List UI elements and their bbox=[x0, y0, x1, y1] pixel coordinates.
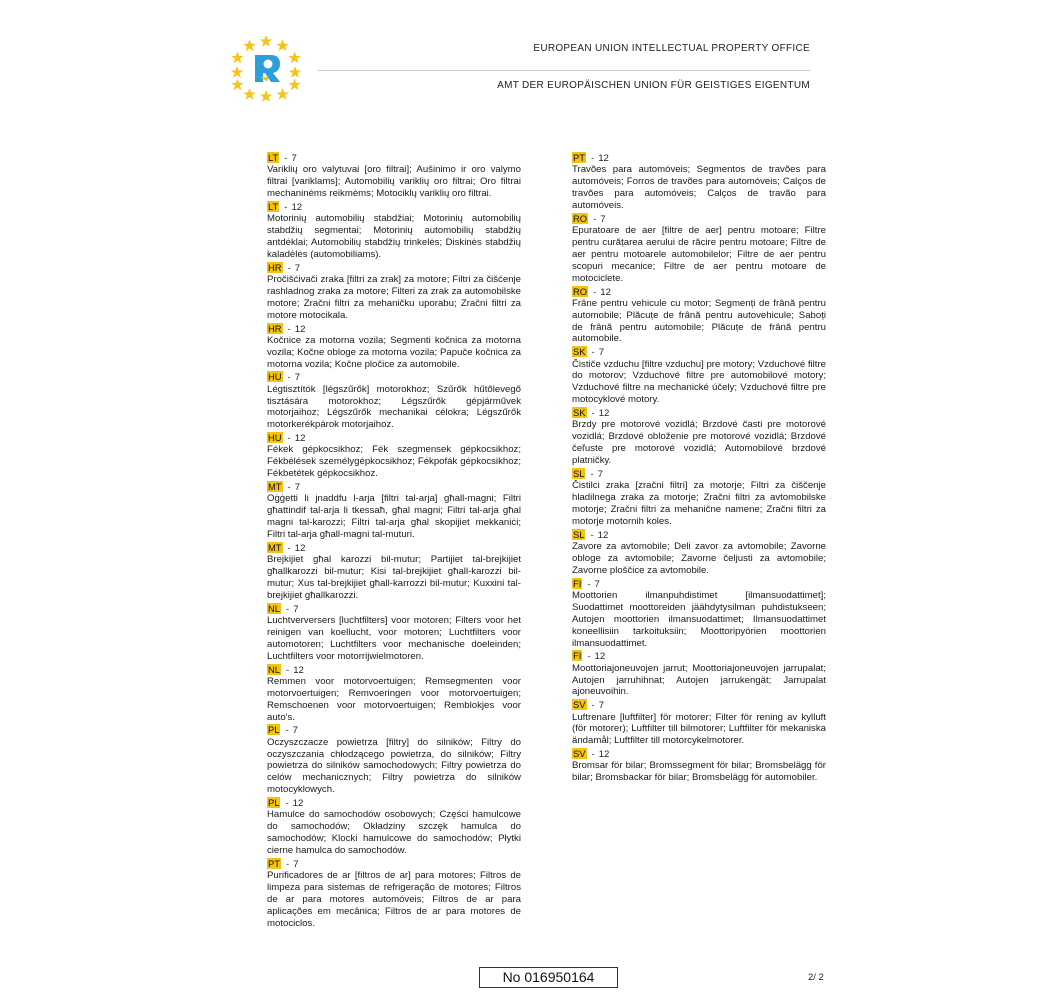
separator: - bbox=[287, 482, 291, 494]
separator: - bbox=[287, 262, 291, 274]
nice-class-number: 7 bbox=[594, 578, 600, 590]
language-code-tag: NL bbox=[268, 663, 280, 675]
goods-description: Zavore za avtomobile; Deli zavor za avtomobile; Zavorne obloge za avtomobile; Zavorne čeljusti za avtomobile; Zavorne ploščice za avtomobile. bbox=[572, 540, 826, 576]
goods-description: Epuratoare de aer [filtre de aer] pentru motoare; Filtre pentru curățarea aerului de răcire pentru motoare; Filtre de aer pentru motoarele automobilelor; Filtre de aer pentru scopuri mecanice; Filtre de aer pentru motoare de motociclete. bbox=[572, 225, 826, 284]
language-code-tag: HU bbox=[268, 371, 282, 383]
goods-description: Pročišćivači zraka [filtri za zrak] za motore; Filtri za čišćenje rashladnog zraka za motore; Filteri za zrak za automobilske motore; Zračni filtri za mehaničku uporabu; Zračni filtri za motore motocikala. bbox=[267, 273, 521, 321]
goods-entry bbox=[267, 152, 521, 200]
goods-description: Kočnice za motorna vozila; Segmenti kočnica za motorna vozila; Kočne obloge za motorna vozila; Papuče kočnica za motorna vozila; Kočne pločice za automobile. bbox=[267, 334, 521, 370]
nice-class-number: 7 bbox=[598, 700, 605, 712]
separator: - bbox=[591, 347, 595, 359]
nice-class-number: 12 bbox=[294, 542, 306, 554]
separator: - bbox=[591, 408, 595, 420]
language-class-line bbox=[572, 468, 826, 480]
goods-entry bbox=[572, 699, 826, 747]
language-class-line bbox=[572, 286, 826, 298]
goods-entry bbox=[572, 152, 826, 212]
office-name-german: AMT DER EUROPÄISCHEN UNION FÜR GEISTIGES EIGENTUM bbox=[497, 80, 810, 91]
goods-description: Fékek gépkocsikhoz; Fék szegmensek gépkocsikhoz; Fékbélések személygépkocsikhoz; Fékpofák gépkocsikhoz; Fékbetétek gépkocsikhoz. bbox=[267, 444, 521, 480]
nice-class-number: 7 bbox=[600, 213, 606, 225]
language-code-tag: SK bbox=[573, 407, 586, 419]
language-code-tag: NL bbox=[268, 602, 280, 614]
goods-entry bbox=[572, 468, 826, 528]
language-class-line bbox=[267, 481, 521, 493]
language-code-tag: FI bbox=[573, 577, 582, 589]
goods-entry bbox=[267, 481, 521, 541]
separator: - bbox=[285, 664, 290, 676]
goods-description: Purificadores de ar [filtros de ar] para motores; Filtros de limpeza para sistemas de refrigeração de motores; Filtros de ar para motores automóveis; Filtros de ar para aplicações em mecânica; Filtros de ar para motores de motociclos. bbox=[267, 870, 521, 929]
goods-entry bbox=[572, 407, 826, 467]
language-code-tag: PT bbox=[268, 857, 280, 869]
language-class-line bbox=[267, 797, 521, 809]
nice-class-number: 12 bbox=[598, 153, 609, 164]
goods-description: Variklių oro valytuvai [oro filtrai]; Aušinimo ir oro valymo filtrai [variklams]; Automobilių variklių oro filtrai; Oro filtrai mechaninėms reikmėms; Motociklų variklių oro filtrai. bbox=[267, 164, 521, 199]
language-class-line bbox=[572, 407, 826, 419]
separator: - bbox=[591, 700, 595, 712]
goods-entry bbox=[572, 748, 826, 784]
nice-class-number: 12 bbox=[293, 664, 304, 676]
language-code-tag: SV bbox=[573, 748, 586, 760]
goods-list-left-column bbox=[267, 152, 521, 931]
language-code-tag: RO bbox=[573, 212, 588, 224]
nice-class-number: 7 bbox=[294, 372, 301, 384]
separator: - bbox=[287, 323, 291, 335]
language-class-line bbox=[267, 664, 521, 676]
goods-description: Hamulce do samochodów osobowych; Części hamulcowe do samochodów; Okładziny szczęk hamulca do samochodów; Klocki hamulcowe do samochodów; Płytki cierne hamulca do samochodów. bbox=[267, 809, 521, 857]
language-class-line bbox=[267, 323, 521, 335]
goods-entry bbox=[267, 371, 521, 431]
language-code-tag: PL bbox=[268, 797, 280, 809]
goods-entry bbox=[572, 529, 826, 577]
separator: - bbox=[284, 153, 288, 164]
separator: - bbox=[591, 749, 595, 761]
language-code-tag: SL bbox=[573, 467, 585, 479]
separator: - bbox=[287, 542, 291, 554]
goods-description: Légtisztítók [légszűrők] motorokhoz; Szűrők hűtőlevegő tisztására motorokhoz; Légszűrők gépjárművek motorjaihoz; Légszűrők mechanikai célokra; Légszűrők motorkerékpárok motorjaihoz. bbox=[267, 383, 521, 431]
nice-class-number: 12 bbox=[600, 286, 611, 298]
language-code-tag: SL bbox=[573, 528, 585, 540]
language-class-line bbox=[572, 699, 826, 711]
language-code-tag: HU bbox=[268, 432, 282, 444]
goods-entry bbox=[267, 603, 521, 663]
separator: - bbox=[285, 725, 289, 737]
language-code-tag: PT bbox=[573, 152, 585, 163]
separator: - bbox=[284, 201, 288, 213]
goods-entry bbox=[267, 542, 521, 602]
nice-class-number: 12 bbox=[294, 323, 306, 335]
language-code-tag: PL bbox=[268, 724, 280, 736]
nice-class-number: 7 bbox=[293, 858, 299, 870]
language-class-line bbox=[572, 529, 826, 541]
language-class-line bbox=[572, 578, 826, 590]
goods-description: Brejkijiet għal karozzi bil-mutur; Partijiet tal-brejkijiet għallkarozzi bil-mutur; Kisi tal-brejkijiet għall-karozzi bil-mutur; Xus tal-brejkijiet għall-karrozzi bil-mutur; Kuxxini tal-brejkijiet għallkarozzi. bbox=[267, 554, 521, 601]
language-code-tag: SV bbox=[573, 699, 586, 711]
goods-description: Luchtverversers [luchtfilters] voor motoren; Filters voor het reinigen van koellucht, voor motoren; Luchtfilters voor automotoren; Luchtfilters voor mechanische doeleinden; Luchtfilters voor motorrijwielmotoren. bbox=[267, 614, 521, 662]
goods-entry bbox=[267, 201, 521, 261]
language-class-line bbox=[267, 152, 521, 164]
nice-class-number: 7 bbox=[294, 482, 301, 494]
goods-description: Bromsar för bilar; Bromssegment för bilar; Bromsbelägg för bilar; Bromsbackar för bilar; Bromsbelägg för automobiler. bbox=[572, 760, 826, 784]
language-class-line bbox=[267, 542, 521, 554]
separator: - bbox=[593, 213, 597, 225]
language-code-tag: MT bbox=[268, 481, 282, 493]
nice-class-number: 12 bbox=[597, 529, 609, 541]
nice-class-number: 12 bbox=[292, 798, 304, 810]
language-class-line bbox=[572, 152, 826, 164]
goods-description: Luftrenare [luftfilter] för motorer; Filter för rening av kylluft (för motorer); Luftfilter till bilmotorer; Luftfilter för mekaniska ändamål; Luftfilter till motorcykelmotorer. bbox=[572, 711, 826, 747]
nice-class-number: 12 bbox=[598, 408, 610, 420]
language-class-line bbox=[572, 213, 826, 225]
nice-class-number: 12 bbox=[594, 651, 606, 663]
header-divider bbox=[318, 70, 810, 71]
goods-description: Čističe vzduchu [filtre vzduchu] pre motory; Vzduchové filtre do motorov; Vzduchové filtre pre automobilové motory; Vzduchové filtre na mechanické účely; Vzduchové filtre pre motocyklové motory. bbox=[572, 358, 826, 406]
language-code-tag: LT bbox=[268, 152, 279, 163]
goods-description: Frâne pentru vehicule cu motor; Segmenți de frână pentru automobile; Plăcuțe de frână pentru autovehicule; Saboți de frână pentru automobile; Plăcuțe de frână pentru automobile. bbox=[572, 297, 826, 345]
goods-entry bbox=[267, 858, 521, 930]
separator: - bbox=[287, 372, 291, 384]
language-code-tag: FI bbox=[573, 650, 582, 662]
goods-entry bbox=[267, 432, 521, 480]
page-indicator: 2/ 2 bbox=[808, 972, 824, 983]
goods-entry bbox=[267, 323, 521, 371]
separator: - bbox=[287, 433, 291, 445]
goods-description: Oġġetti li jnaddfu l-arja [filtri tal-arja] għall-magni; Filtri għattindif tal-arja li tkessaħ, għal magni; Filtri tal-arja għal magni tal-karozzi; Filtri tal-arja għal skopijiet mekkaniċi; Filtri tal-arja għall-magni tal-muturi. bbox=[267, 493, 521, 541]
separator: - bbox=[590, 153, 595, 164]
nice-class-number: 7 bbox=[293, 603, 299, 615]
language-code-tag: HR bbox=[268, 261, 282, 273]
language-code-tag: HR bbox=[268, 322, 282, 334]
language-class-line bbox=[267, 432, 521, 444]
separator: - bbox=[587, 578, 591, 590]
goods-description: Moottoriajoneuvojen jarrut; Moottoriajoneuvojen jarrupalat; Autojen jarruhihnat; Autojen jarrukengät; Jarrupalat ajoneuvoihin. bbox=[572, 662, 826, 698]
goods-entry bbox=[572, 213, 826, 285]
goods-list-right-column bbox=[572, 152, 826, 785]
language-class-line bbox=[267, 603, 521, 615]
nice-class-number: 12 bbox=[294, 433, 306, 445]
office-name-english: EUROPEAN UNION INTELLECTUAL PROPERTY OFFICE bbox=[533, 43, 810, 54]
language-class-line bbox=[267, 201, 521, 213]
language-class-line bbox=[267, 858, 521, 870]
goods-description: Oczyszczacze powietrza [filtry] do silników; Filtry do oczyszczania chłodzącego powietrza, do silników; Filtry powietrza do silników samochodowych; Filtry powietrza do celów mechanicznych; Filtry powietrza do silników motocyklowych. bbox=[267, 736, 521, 796]
goods-description: Čistilci zraka [zračni filtri] za motorje; Filtri za čiščenje hladilnega zraka za motorje; Zračni filtri za avtomobilske motorje; Zračni filtri za mehanične namene; Zračni filtri za motorje motornih koles. bbox=[572, 480, 826, 527]
language-class-line bbox=[267, 262, 521, 274]
language-code-tag: MT bbox=[268, 541, 282, 553]
nice-class-number: 7 bbox=[291, 153, 297, 164]
goods-entry bbox=[572, 650, 826, 698]
language-class-line bbox=[267, 724, 521, 736]
goods-entry bbox=[572, 578, 826, 650]
nice-class-number: 12 bbox=[291, 201, 303, 213]
goods-description: Brzdy pre motorové vozidlá; Brzdové časti pre motorové vozidlá; Brzdové obloženie pre motorové vozidlá; Brzdové čeľuste pre motorové vozidlá; Automobilové brzdové platničky. bbox=[572, 419, 826, 467]
separator: - bbox=[285, 603, 290, 615]
language-class-line bbox=[572, 650, 826, 662]
separator: - bbox=[593, 286, 597, 298]
nice-class-number: 7 bbox=[294, 262, 301, 274]
goods-entry bbox=[267, 664, 521, 724]
separator: - bbox=[587, 651, 591, 663]
separator: - bbox=[590, 529, 594, 541]
language-code-tag: LT bbox=[268, 200, 279, 212]
goods-entry bbox=[267, 724, 521, 796]
language-class-line bbox=[572, 346, 826, 358]
language-code-tag: RO bbox=[573, 285, 588, 297]
language-code-tag: SK bbox=[573, 346, 586, 358]
euipo-logo-icon bbox=[231, 33, 301, 103]
separator: - bbox=[285, 798, 289, 810]
goods-entry bbox=[572, 286, 826, 346]
nice-class-number: 7 bbox=[598, 347, 605, 359]
goods-entry bbox=[267, 797, 521, 857]
language-class-line bbox=[572, 748, 826, 760]
goods-description: Motorinių automobilių stabdžiai; Motorinių automobilių stabdžių segmentai; Motorinių automobilių stabdžių antdėklai; Automobilių stabdžių trinkelės; Diskinės stabdžių kaladėlės (automobiliams). bbox=[267, 213, 521, 260]
goods-entry bbox=[572, 346, 826, 406]
nice-class-number: 7 bbox=[292, 725, 299, 737]
separator: - bbox=[285, 858, 290, 870]
separator: - bbox=[590, 468, 594, 480]
goods-description: Remmen voor motorvoertuigen; Remsegmenten voor motorvoertuigen; Remvoeringen voor motorvoertuigen; Remschoenen voor motorvoertuigen; Remblokjes voor auto's. bbox=[267, 675, 521, 723]
language-class-line bbox=[267, 371, 521, 383]
nice-class-number: 7 bbox=[597, 468, 604, 480]
goods-entry bbox=[267, 262, 521, 322]
document-number-box: No 016950164 bbox=[479, 967, 618, 988]
nice-class-number: 12 bbox=[598, 749, 610, 761]
goods-description: Travões para automóveis; Segmentos de travões para automóveis; Forros de travões para automóveis; Calços de travões para automóveis; Calços de travão para automóveis. bbox=[572, 164, 826, 211]
goods-description: Moottorien ilmanpuhdistimet [ilmansuodattimet]; Suodattimet moottoreiden jäähdytysilman puhdistukseen; Autojen moottorien ilmansuodattimet; Ilmansuodattimet koneellisiin tarkoituksiin; Moottoripyörien moottorien ilmansuodattimet. bbox=[572, 589, 826, 649]
